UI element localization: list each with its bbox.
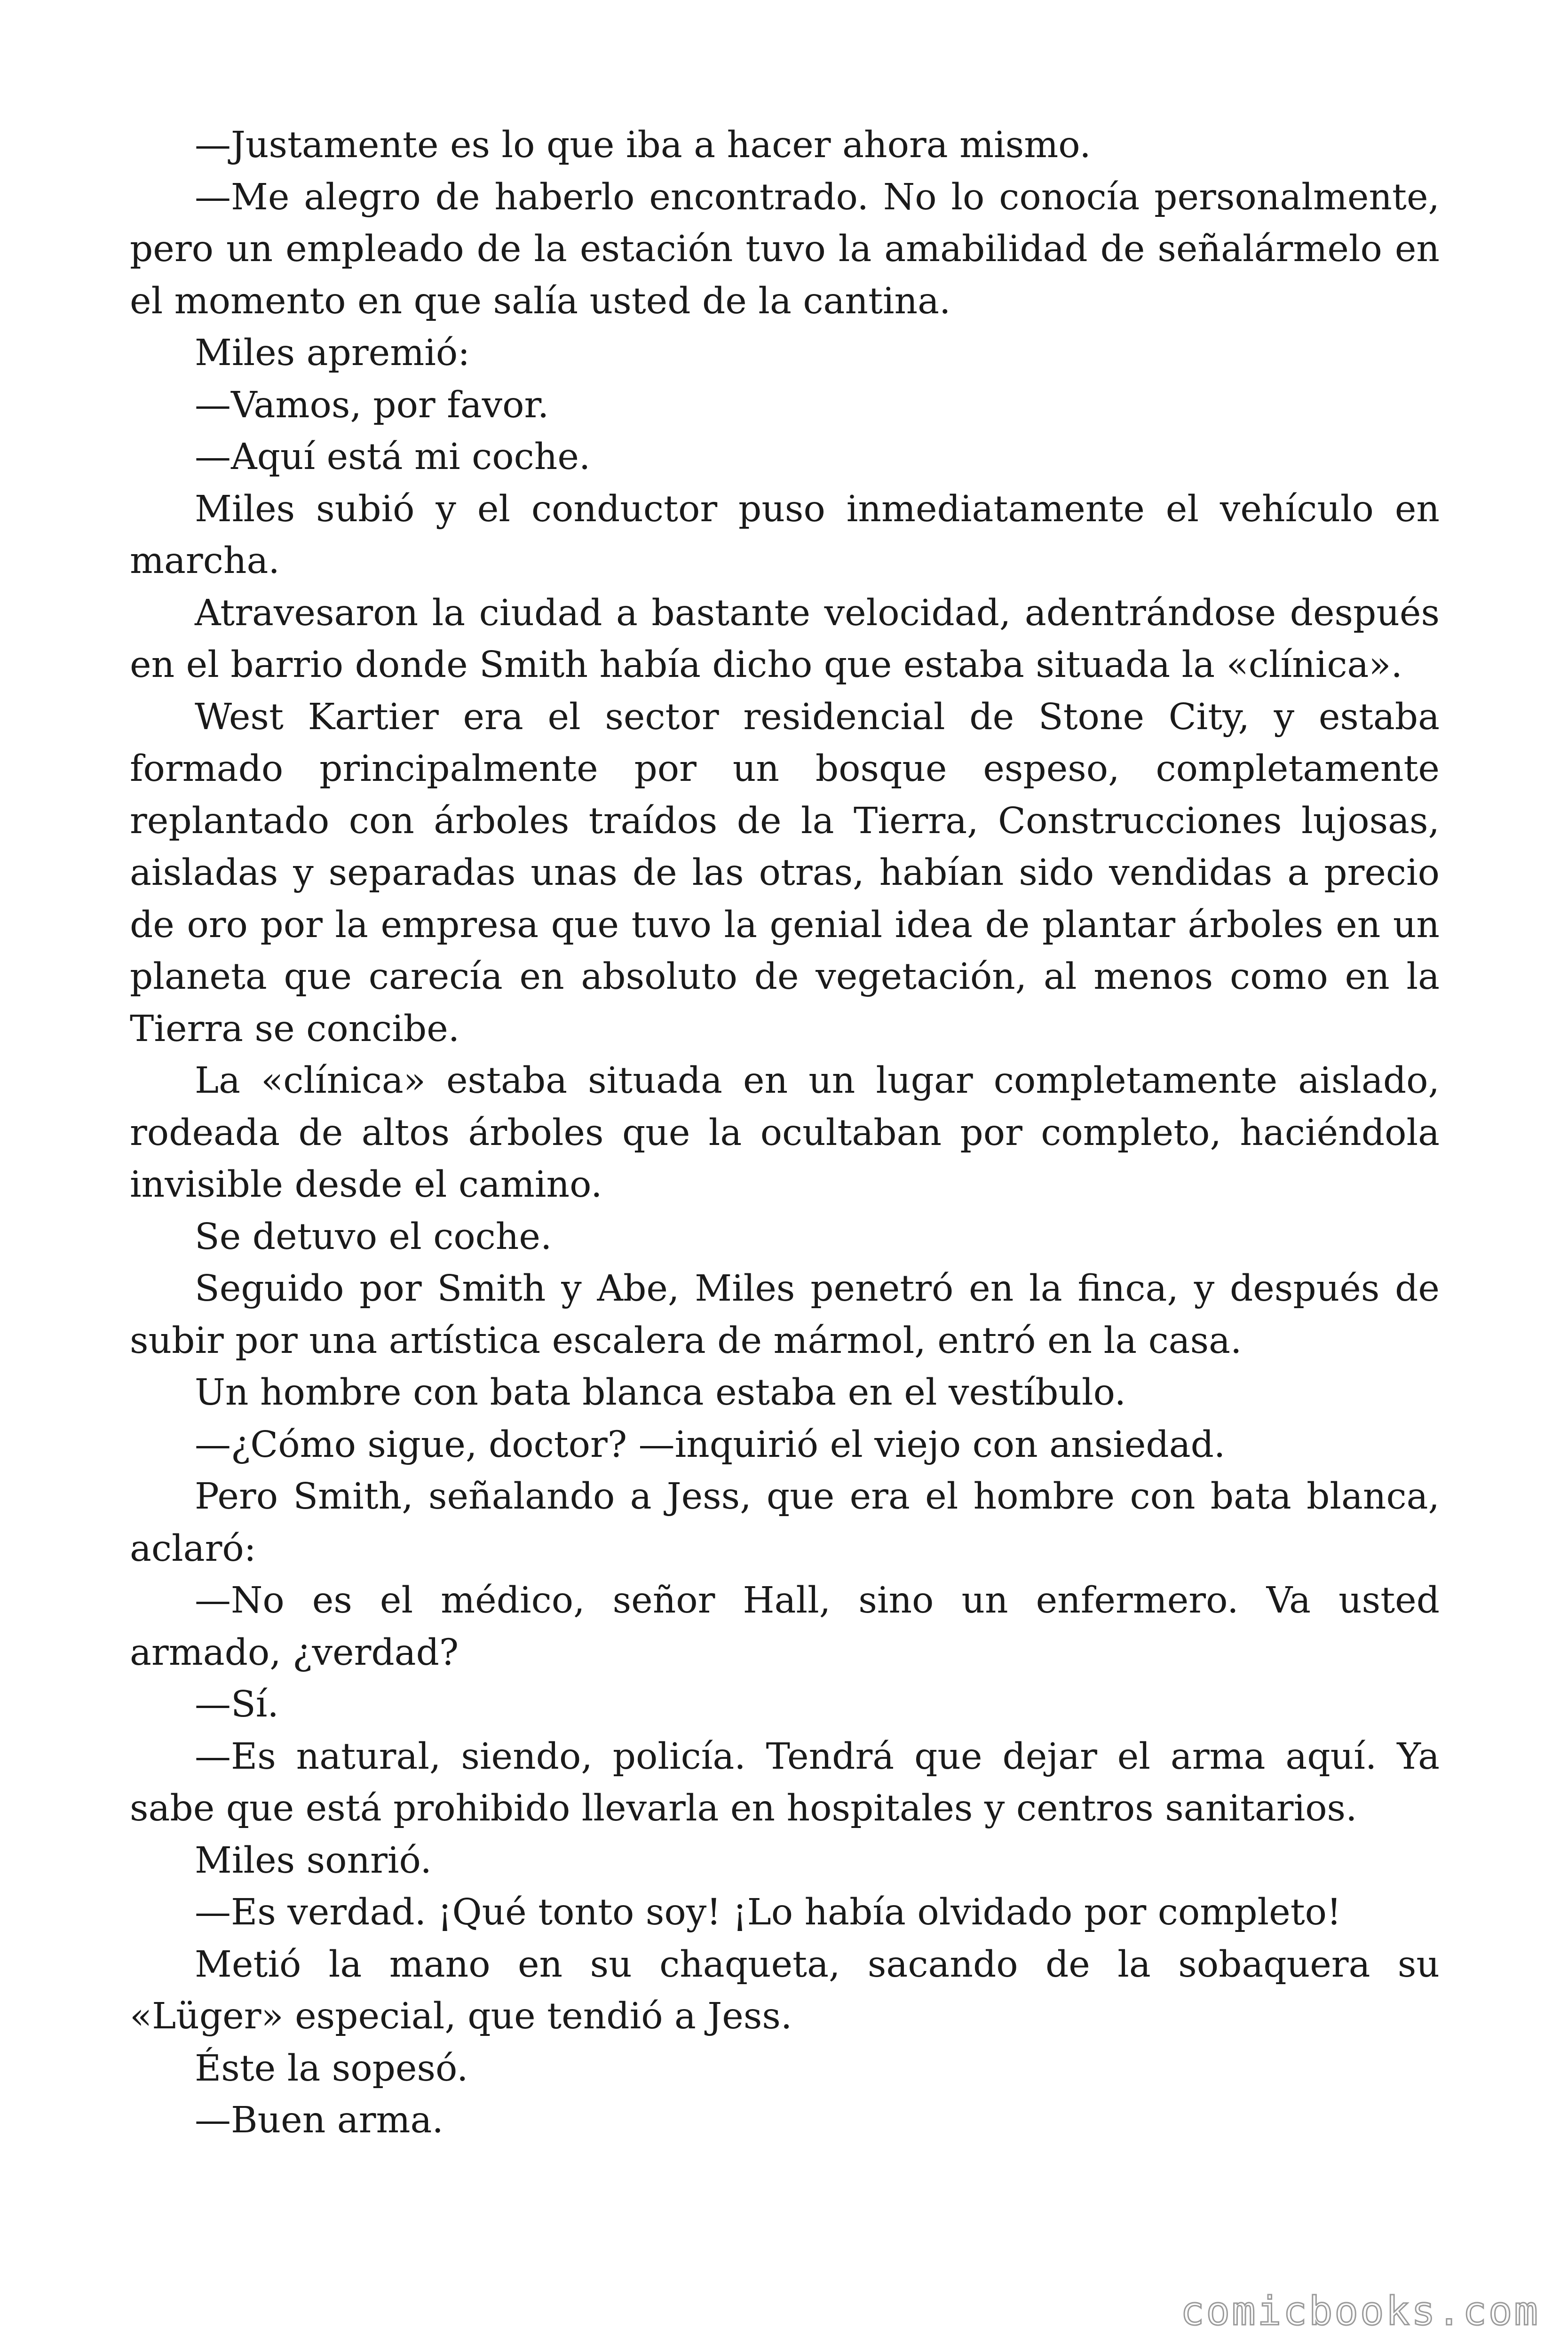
paragraph: —Es verdad. ¡Qué tonto soy! ¡Lo había olvidado por completo!	[195, 1891, 1341, 1933]
paragraph: —Me alegro de haberlo encontrado. No lo conocía personalmente, pero un empleado de la estación tuvo la amabilidad de señalármelo en el momento en que salía usted de la cantina.	[130, 176, 1440, 322]
watermark: comicbooks.com	[1180, 2288, 1540, 2334]
paragraph: Seguido por Smith y Abe, Miles penetró en la finca, y después de subir por una artística escalera de mármol, entró en la casa.	[130, 1268, 1440, 1362]
page-body	[130, 119, 1440, 2147]
paragraph: —Justamente es lo que iba a hacer ahora mismo.	[195, 124, 1091, 166]
paragraph: Pero Smith, señalando a Jess, que era el hombre con bata blanca, aclaró:	[130, 1476, 1440, 1570]
paragraph: Se detuvo el coche.	[195, 1216, 552, 1258]
paragraph: —Sí.	[195, 1684, 279, 1725]
paragraph: Un hombre con bata blanca estaba en el vestíbulo.	[195, 1372, 1126, 1414]
paragraph: —Aquí está mi coche.	[195, 436, 591, 478]
paragraph: Miles apremió:	[195, 332, 470, 374]
paragraph: —Buen arma.	[195, 2099, 443, 2141]
paragraph: —Es natural, siendo, policía. Tendrá que dejar el arma aquí. Ya sabe que está prohibido llevarla en hospitales y centros sanitarios.	[130, 1735, 1440, 1829]
paragraph: West Kartier era el sector residencial de Stone City, y estaba formado principalmente por un bosque espeso, completamente replantado con árboles traídos de la Tierra, Construcciones lujosas, aisladas y separadas unas de las otras, habían sido vendidas a precio de oro por la empresa que tuvo la genial idea de plantar árboles en un planeta que carecía en absoluto de vegetación, al menos como en la Tierra se concibe.	[130, 696, 1440, 1050]
paragraph: —Vamos, por favor.	[195, 384, 549, 426]
paragraph: Atravesaron la ciudad a bastante velocidad, adentrándose después en el barrio donde Smith había dicho que estaba situada la «clínica».	[130, 592, 1440, 686]
paragraph: La «clínica» estaba situada en un lugar completamente aislado, rodeada de altos árboles que la ocultaban por completo, haciéndola invisible desde el camino.	[130, 1060, 1440, 1206]
paragraph: Miles subió y el conductor puso inmediatamente el vehículo en marcha.	[130, 488, 1440, 582]
paragraph: —¿Cómo sigue, doctor? —inquirió el viejo con ansiedad.	[195, 1423, 1226, 1466]
paragraph: Metió la mano en su chaqueta, sacando de la sobaquera su «Lüger» especial, que tendió a Jess.	[130, 1943, 1440, 2037]
paragraph: Éste la sopesó.	[195, 2047, 468, 2090]
paragraph: —No es el médico, señor Hall, sino un enfermero. Va usted armado, ¿verdad?	[130, 1580, 1440, 1674]
paragraph: Miles sonrió.	[195, 1839, 432, 1882]
